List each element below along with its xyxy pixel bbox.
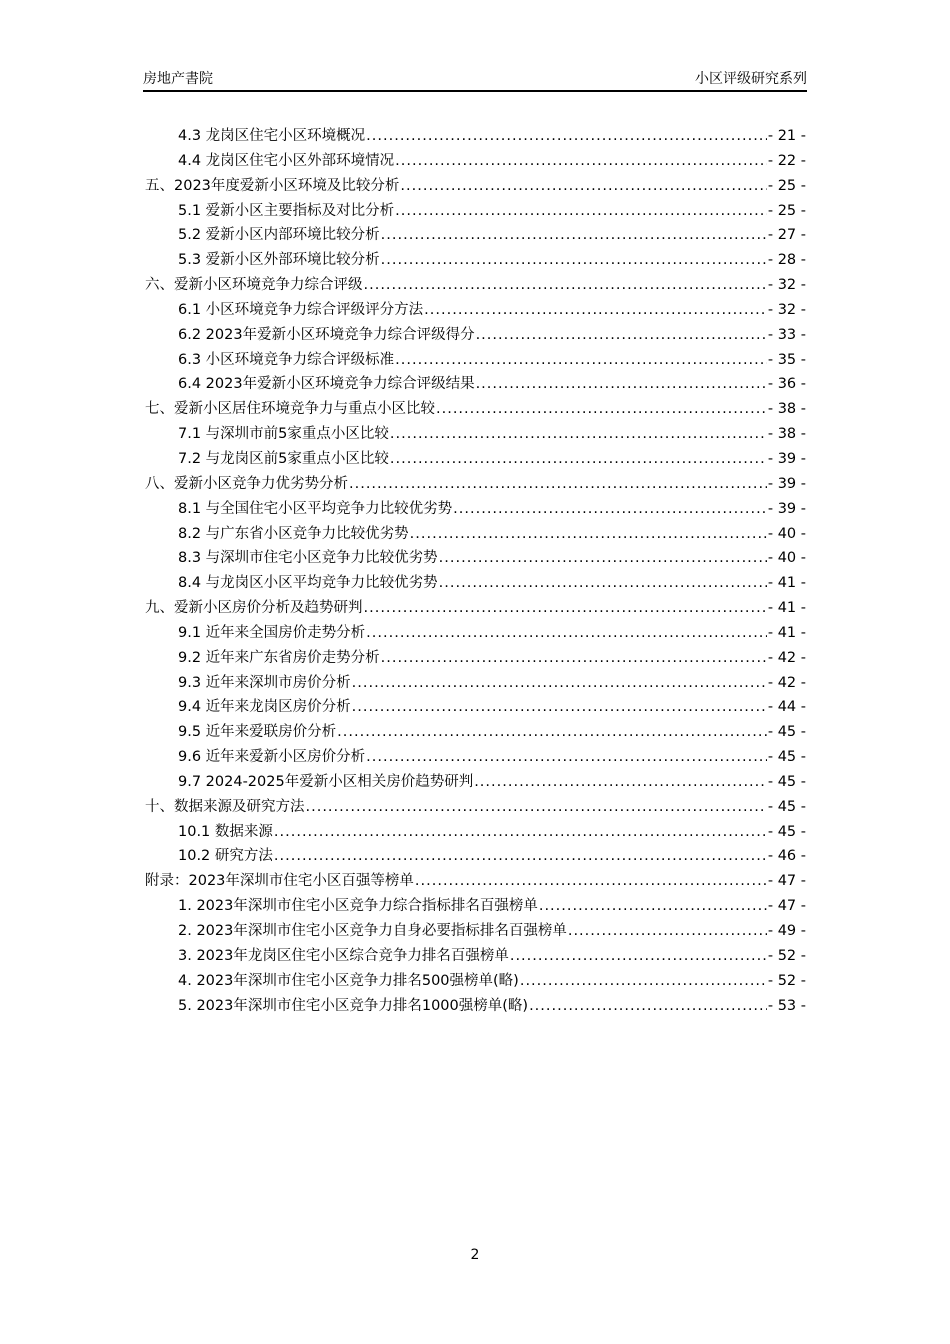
dot-leader <box>366 749 767 765</box>
toc-entry-page: - 42 - <box>767 649 806 666</box>
toc-entry-title: 9.2 近年来广东省房价走势分析 <box>178 649 380 666</box>
toc-entry-title: 附录：2023年深圳市住宅小区百强等榜单 <box>145 873 414 890</box>
toc-entry-page: - 49 - <box>767 923 806 939</box>
toc-entry-page: - 28 - <box>767 252 806 269</box>
toc-entry-page: - 32 - <box>767 301 806 318</box>
dot-leader <box>476 327 767 343</box>
toc-entry-page: - 52 - <box>767 947 806 964</box>
dot-leader <box>539 898 767 914</box>
header-left: 房地产書院 <box>143 71 213 87</box>
dot-leader <box>439 575 767 591</box>
toc-entry-page: - 39 - <box>767 475 806 492</box>
toc-entry-page: - 38 - <box>767 401 806 418</box>
toc-entry-page: - 44 - <box>767 699 806 716</box>
dot-leader <box>366 625 767 641</box>
dot-leader <box>390 426 767 442</box>
toc-entry-page: - 39 - <box>767 500 806 517</box>
toc-entry-title: 9.7 2024-2025年爱新小区相关房价趋势研判 <box>178 773 474 790</box>
dot-leader <box>568 923 767 939</box>
toc-entry[interactable] <box>145 422 806 447</box>
dot-leader <box>395 352 767 368</box>
toc-entry-title: 9.3 近年来深圳市房价分析 <box>178 674 351 691</box>
toc-entry[interactable] <box>145 298 806 323</box>
toc-entry-title: 7.1 与深圳市前5家重点小区比较 <box>178 426 389 443</box>
dot-leader <box>424 302 767 318</box>
toc-entry-title: 9.5 近年来爱联房价分析 <box>178 724 337 741</box>
toc-entry[interactable] <box>145 124 806 149</box>
toc-entry-title: 七、爱新小区居住环境竞争力与重点小区比较 <box>145 401 435 418</box>
toc-entry[interactable] <box>145 994 806 1019</box>
toc-entry-page: - 40 - <box>767 550 806 567</box>
toc-entry-page: - 46 - <box>767 848 806 865</box>
toc-entry-page: - 45 - <box>767 773 806 790</box>
dot-leader <box>453 501 767 517</box>
toc-entry[interactable] <box>145 894 806 919</box>
dot-leader <box>476 376 767 392</box>
toc-entry-title: 8.2 与广东省小区竞争力比较优劣势 <box>178 525 409 542</box>
toc-entry[interactable] <box>145 223 806 248</box>
toc-entry[interactable] <box>145 596 806 621</box>
toc-entry-title: 6.4 2023年爱新小区环境竞争力综合评级结果 <box>178 376 475 393</box>
toc-entry-page: - 45 - <box>767 798 806 815</box>
toc-entry-title: 五、2023年度爱新小区环境及比较分析 <box>145 177 400 194</box>
toc-entry[interactable] <box>145 472 806 497</box>
toc-entry-page: - 36 - <box>767 376 806 393</box>
toc-entry-page: - 25 - <box>767 202 806 219</box>
toc-entry-page: - 25 - <box>767 177 806 194</box>
toc-entry-page: - 53 - <box>767 997 806 1014</box>
toc-entry-page: - 42 - <box>767 674 806 691</box>
dot-leader <box>510 948 767 964</box>
toc-entry-page: - 40 - <box>767 525 806 542</box>
toc-entry-page: - 22 - <box>767 152 806 169</box>
toc-entry[interactable] <box>145 248 806 273</box>
toc-entry[interactable] <box>145 671 806 696</box>
toc-entry-title: 10.2 研究方法 <box>178 848 273 865</box>
toc-entry-title: 6.2 2023年爱新小区环境竞争力综合评级得分 <box>178 326 475 343</box>
toc-entry[interactable] <box>145 969 806 994</box>
table-of-contents <box>145 124 806 1018</box>
toc-entry-title: 9.4 近年来龙岗区房价分析 <box>178 699 351 716</box>
toc-entry[interactable] <box>145 720 806 745</box>
toc-entry[interactable] <box>145 621 806 646</box>
toc-entry-page: - 45 - <box>767 724 806 741</box>
dot-leader <box>381 252 767 268</box>
toc-entry-page: - 35 - <box>767 351 806 368</box>
dot-leader <box>529 998 767 1014</box>
toc-entry[interactable] <box>145 447 806 472</box>
dot-leader <box>439 550 767 566</box>
toc-entry-page: - 41 - <box>767 624 806 641</box>
toc-entry[interactable] <box>145 695 806 720</box>
dot-leader <box>415 873 767 889</box>
toc-entry-title: 5.3 爱新小区外部环境比较分析 <box>178 252 380 269</box>
toc-entry-title: 9.1 近年来全国房价走势分析 <box>178 624 366 641</box>
toc-entry-title: 8.1 与全国住宅小区平均竞争力比较优劣势 <box>178 500 453 517</box>
dot-leader <box>364 600 767 616</box>
dot-leader <box>274 848 767 864</box>
header-right: 小区评级研究系列 <box>695 71 807 87</box>
toc-entry-title: 2. 2023年深圳市住宅小区竞争力自身必要指标排名百强榜单 <box>178 923 567 939</box>
dot-leader <box>381 650 767 666</box>
dot-leader <box>410 526 767 542</box>
toc-entry[interactable] <box>145 869 806 894</box>
toc-entry-title: 六、爱新小区环境竞争力综合评级 <box>145 277 363 294</box>
toc-entry-page: - 39 - <box>767 450 806 467</box>
toc-entry[interactable] <box>145 497 806 522</box>
toc-entry-page: - 41 - <box>767 575 806 592</box>
toc-entry[interactable] <box>145 323 806 348</box>
dot-leader <box>436 401 767 417</box>
dot-leader <box>520 973 767 989</box>
dot-leader <box>400 178 766 194</box>
dot-leader <box>366 128 767 144</box>
page-number: 2 <box>470 1247 480 1263</box>
toc-entry-page: - 47 - <box>767 898 806 915</box>
toc-entry-title: 4.3 龙岗区住宅小区环境概况 <box>178 128 366 144</box>
dot-leader <box>474 774 767 790</box>
toc-entry-title: 6.3 小区环境竞争力综合评级标准 <box>178 351 395 368</box>
toc-entry-title: 十、数据来源及研究方法 <box>145 798 305 815</box>
dot-leader <box>381 227 767 243</box>
toc-entry-page: - 45 - <box>767 823 806 840</box>
toc-entry-page: - 47 - <box>767 873 806 890</box>
toc-entry-title: 九、爱新小区房价分析及趋势研判 <box>145 600 363 617</box>
toc-entry[interactable] <box>145 273 806 298</box>
toc-entry-title: 4. 2023年深圳市住宅小区竞争力排名500强榜单(略) <box>178 972 519 989</box>
dot-leader <box>274 824 767 840</box>
toc-entry[interactable] <box>145 745 806 770</box>
toc-entry-page: - 52 - <box>767 972 806 989</box>
toc-entry-title: 8.4 与龙岗区小区平均竞争力比较优劣势 <box>178 575 438 592</box>
dot-leader <box>395 203 767 219</box>
dot-leader <box>352 699 767 715</box>
toc-entry[interactable] <box>145 348 806 373</box>
toc-entry[interactable] <box>145 149 806 174</box>
toc-entry[interactable] <box>145 844 806 869</box>
dot-leader <box>337 724 767 740</box>
toc-entry[interactable] <box>145 199 806 224</box>
toc-entry-title: 1. 2023年深圳市住宅小区竞争力综合指标排名百强榜单 <box>178 898 538 915</box>
page-header <box>143 66 807 92</box>
dot-leader <box>390 451 767 467</box>
dot-leader <box>306 799 767 815</box>
toc-entry-page: - 27 - <box>767 227 806 244</box>
dot-leader <box>349 476 767 492</box>
toc-entry[interactable] <box>145 522 806 547</box>
toc-entry-title: 10.1 数据来源 <box>178 823 273 840</box>
toc-entry[interactable] <box>145 174 806 199</box>
toc-entry-title: 7.2 与龙岗区前5家重点小区比较 <box>178 450 389 467</box>
toc-entry-title: 5.1 爱新小区主要指标及对比分析 <box>178 202 395 219</box>
toc-entry[interactable] <box>145 372 806 397</box>
toc-entry[interactable] <box>145 944 806 969</box>
dot-leader <box>395 153 767 169</box>
toc-entry-title: 9.6 近年来爱新小区房价分析 <box>178 749 366 766</box>
toc-entry[interactable] <box>145 397 806 422</box>
toc-entry[interactable] <box>145 770 806 795</box>
toc-entry[interactable] <box>145 646 806 671</box>
toc-entry-title: 3. 2023年龙岗区住宅小区综合竞争力排名百强榜单 <box>178 947 509 964</box>
toc-entry-page: - 41 - <box>767 600 806 617</box>
toc-entry[interactable] <box>145 795 806 820</box>
toc-entry-page: - 32 - <box>767 277 806 294</box>
toc-entry-title: 5. 2023年深圳市住宅小区竞争力排名1000强榜单(略) <box>178 997 529 1014</box>
toc-entry[interactable] <box>145 820 806 845</box>
toc-entry-page: - 33 - <box>767 326 806 343</box>
toc-entry[interactable] <box>145 546 806 571</box>
dot-leader <box>364 277 767 293</box>
toc-entry-title: 5.2 爱新小区内部环境比较分析 <box>178 227 380 244</box>
dot-leader <box>352 675 767 691</box>
toc-entry-page: - 21 - <box>767 128 806 144</box>
toc-entry-title: 八、爱新小区竞争力优劣势分析 <box>145 475 348 492</box>
toc-entry-title: 4.4 龙岗区住宅小区外部环境情况 <box>178 152 395 169</box>
toc-entry-title: 6.1 小区环境竞争力综合评级评分方法 <box>178 301 424 318</box>
toc-entry[interactable] <box>145 571 806 596</box>
toc-entry-page: - 38 - <box>767 426 806 443</box>
toc-entry[interactable] <box>145 919 806 944</box>
toc-entry-page: - 45 - <box>767 749 806 766</box>
toc-entry-title: 8.3 与深圳市住宅小区竞争力比较优劣势 <box>178 550 438 567</box>
